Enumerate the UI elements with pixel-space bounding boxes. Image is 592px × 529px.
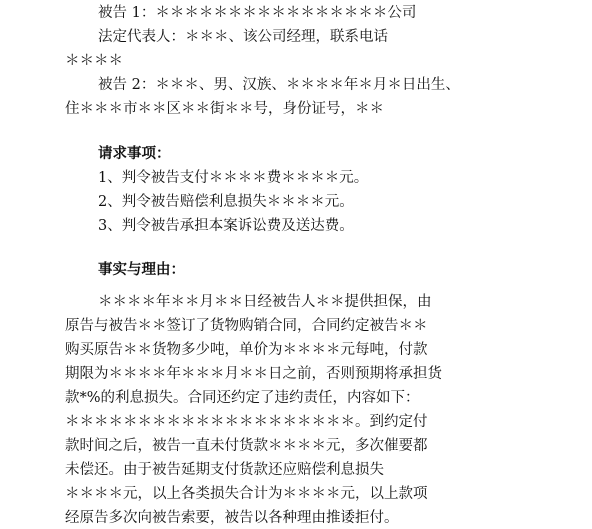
defendant-2-address-line: 住＊＊＊市＊＊区＊＊街＊＊号，身份证号，＊＊ <box>65 101 384 117</box>
defendant-1-line: 被告 1：＊＊＊＊＊＊＊＊＊＊＊＊＊＊＊＊公司 <box>98 5 417 21</box>
facts-line: 未偿还。由于被告延期支付货款还应赔偿利息损失 <box>65 462 384 478</box>
claims-heading: 请求事项： <box>98 145 171 162</box>
claim-item-2: 2、判令被告赔偿利息损失＊＊＊＊元。 <box>98 194 354 210</box>
claim-item-3: 3、判令被告承担本案诉讼费及送达费。 <box>98 218 354 234</box>
facts-line: 款时间之后，被告一直未付货款＊＊＊＊元，多次催要都 <box>65 438 428 454</box>
facts-line: 原告与被告＊＊签订了货物购销合同，合同约定被告＊＊ <box>65 318 428 334</box>
facts-line: 款*%的利息损失。合同还约定了违约责任，内容如下： <box>65 390 420 406</box>
facts-line: ＊＊＊＊年＊＊月＊＊日经被告人＊＊提供担保，由 <box>98 294 432 310</box>
facts-line: ＊＊＊＊＊＊＊＊＊＊＊＊＊＊＊＊＊＊＊＊。到约定付 <box>65 414 428 430</box>
claim-item-1: 1、判令被告支付＊＊＊＊费＊＊＊＊元。 <box>98 170 369 186</box>
facts-line: ＊＊＊＊元，以上各类损失合计为＊＊＊＊元，以上款项 <box>65 486 428 502</box>
facts-line: 购买原告＊＊货物多少吨，单价为＊＊＊＊元每吨，付款 <box>65 342 428 358</box>
facts-line: 经原告多次向被告索要，被告以各种理由推诿拒付。 <box>65 510 399 526</box>
defendant-2-line: 被告 2：＊＊＊、男、汉族、＊＊＊＊年＊月＊日出生、 <box>98 77 460 93</box>
legal-representative-line: 法定代表人：＊＊＊、该公司经理，联系电话 <box>98 29 388 45</box>
facts-heading: 事实与理由： <box>98 261 185 278</box>
legal-representative-phone: ＊＊＊＊ <box>65 53 123 69</box>
facts-line: 期限为＊＊＊＊年＊＊＊月＊＊日之前，否则预期将承担货 <box>65 366 442 382</box>
